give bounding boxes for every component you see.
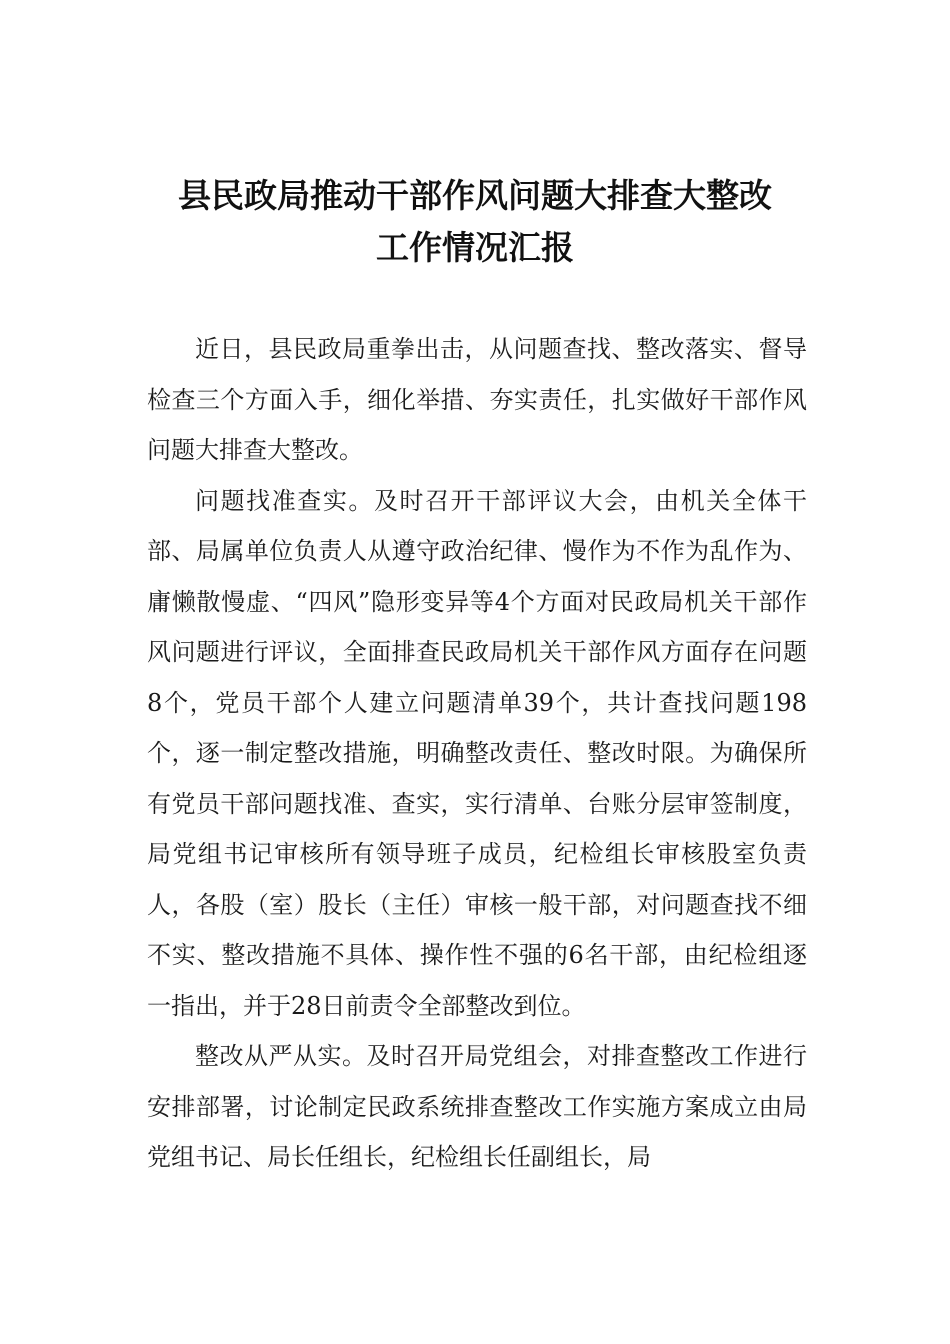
document-body [147, 324, 807, 1183]
title-line-2: 工作情况汇报 [376, 228, 574, 267]
document-title [100, 170, 850, 274]
paragraph-rectification: 整改从严从实。及时召开局党组会，对排查整改工作进行安排部署，讨论制定民政系统排查整改工作实施方案成立由局党组书记、局长任组长，纪检组长任副组长，局 [147, 1042, 807, 1171]
paragraph-intro: 近日，县民政局重拳出击，从问题查找、整改落实、督导检查三个方面入手，细化举措、夯实责任，扎实做好干部作风问题大排查大整改。 [147, 335, 807, 464]
title-line-1: 县民政局推动干部作风问题大排查大整改 [178, 176, 772, 215]
paragraph-problem-finding: 问题找准查实。及时召开干部评议大会，由机关全体干部、局属单位负责人从遵守政治纪律、慢作为不作为乱作为、庸懒散慢虚、“四风”隐形变异等4个方面对民政局机关干部作风问题进行评议，全面排查民政局机关干部作风方面存在问题8个，党员干部个人建立问题清单39个，共计查找问题198个，逐一制定整改措施，明确整改责任、整改时限。为确保所有党员干部问题找准、查实，实行清单、台账分层审签制度，局党组书记审核所有领导班子成员，纪检组长审核股室负责人，各股（室）股长（主任）审核一般干部，对问题查找不细不实、整改措施不具体、操作性不强的6名干部，由纪检组逐一指出，并于28日前责令全部整改到位。 [147, 486, 807, 1020]
